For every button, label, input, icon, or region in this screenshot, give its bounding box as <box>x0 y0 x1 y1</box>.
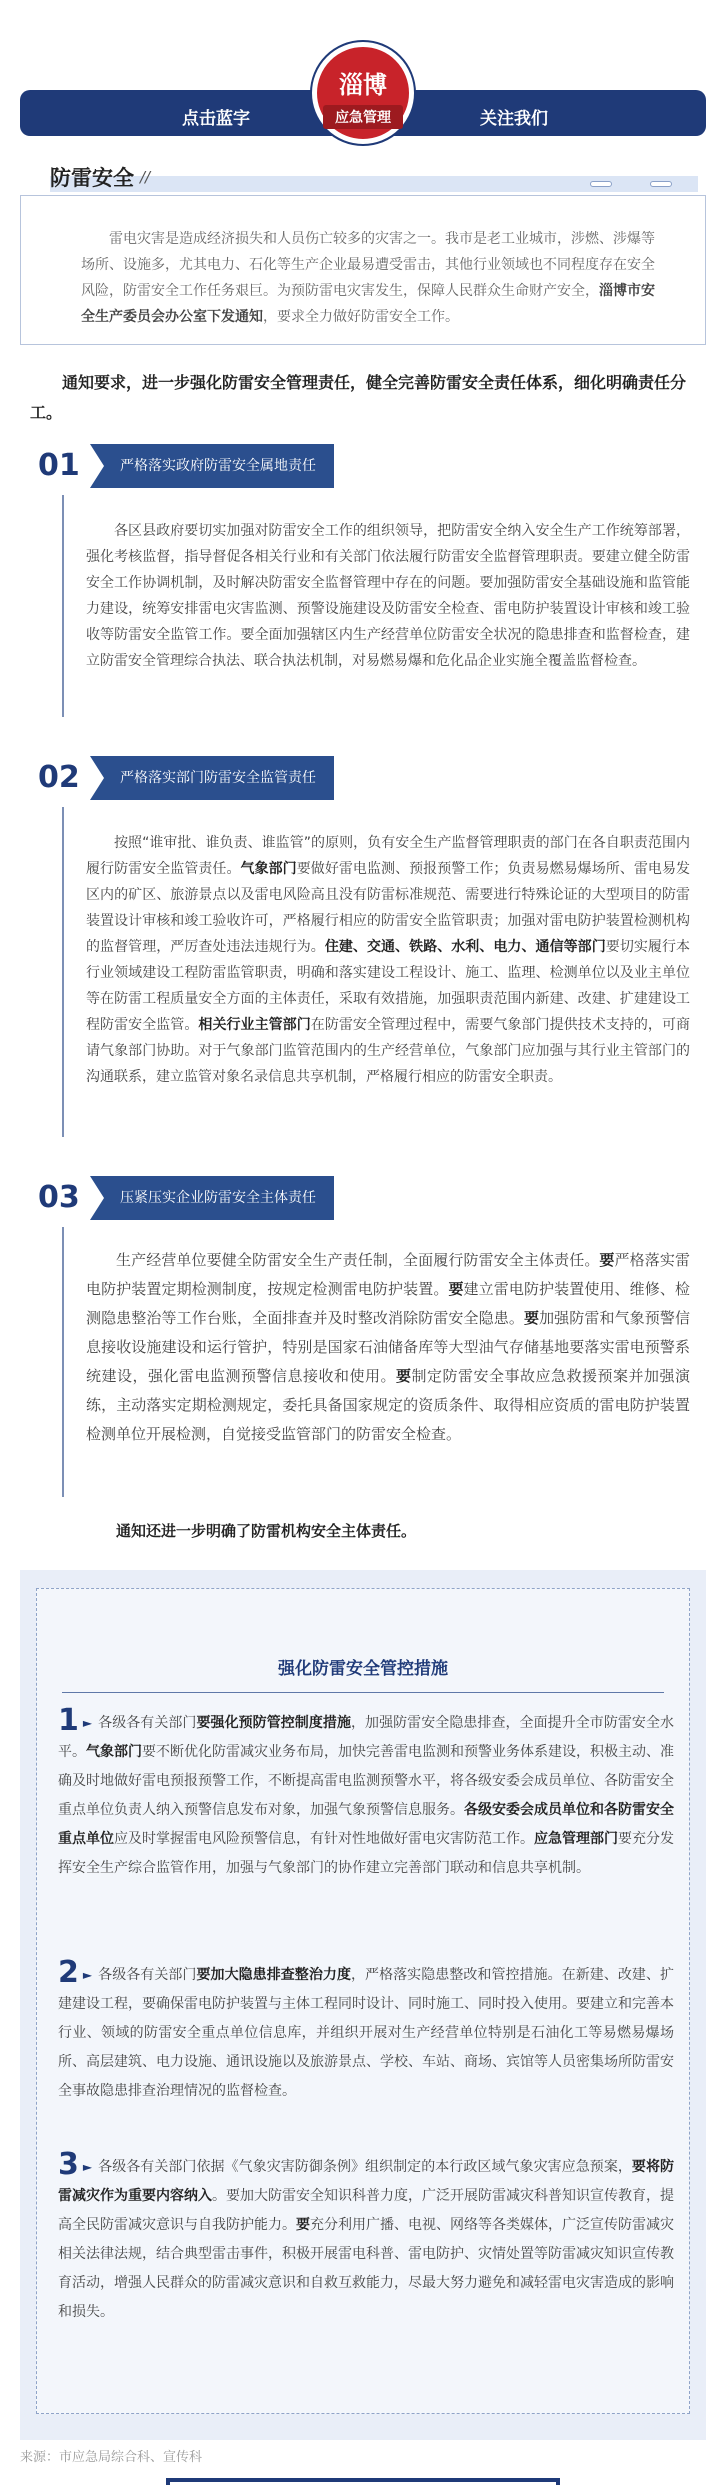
measures-rule <box>62 1692 664 1693</box>
logo <box>312 42 414 144</box>
measure-text: ，严格落实隐患整改和管控措施。在新建、改建、扩建建设工程，要确保雷电防护装置与主体工程同时设计、同时施工、同时投入使用。要建立和完善本行业、领域的防雷安全重点单位信息库，并组织开展对生产经营单位特别是石油化工等易燃易爆场所、高层建筑、电力设施、通讯设施以及旅游景点、学校、车站、商场、宾馆等人员密集场所防雷安全事故隐患排查治理情况的监督检查。 <box>58 1967 675 2099</box>
item-number: 03 <box>38 1180 80 1215</box>
logo-top-text: 淄博 <box>339 70 387 99</box>
item-bold: 相关行业主管部门 <box>198 1017 311 1033</box>
item-note: 通知还进一步明确了防雷机构安全主体责任。 <box>116 1522 417 1540</box>
measure-bold: 要 <box>296 2217 310 2233</box>
item-vertical-line <box>62 1227 64 1497</box>
measure-bold: 应急管理部门 <box>534 1831 618 1847</box>
section-title: 防雷安全 <box>50 166 134 190</box>
measure-number: 1 <box>58 1703 79 1738</box>
item-text: 在防雷安全管理过程中，需要气象部门提供技术支持的，可商请气象部门协助。对于气象部门监管范围内的生产经营单位，气象部门应加强与其行业主管部门的沟通联系，建立监管对象名录信息共享机制，严格履行相应的防雷安全职责。 <box>86 1017 691 1085</box>
measure-bold: 要强化预防管控制度措施 <box>196 1715 351 1731</box>
measure-text: ，加强防雷安全隐患排查，全面提升全市防雷安全水平。 <box>58 1715 675 1760</box>
item-paragraph <box>86 1246 690 1449</box>
measure-bold: 各级安委会成员单位和各防雷安全重点单位 <box>58 1802 674 1847</box>
follow-blue-link[interactable]: 点击蓝字 <box>182 109 250 129</box>
item-vertical-line <box>62 807 64 1137</box>
measure-paragraph <box>58 1703 675 1883</box>
strip-pill-decoration <box>650 181 672 187</box>
measures-title: 强化防雷安全管控措施 <box>278 1659 448 1679</box>
measure-number: 2 <box>58 1955 79 1990</box>
item-tag: 严格落实部门防雷安全监管责任 <box>90 756 334 800</box>
item-paragraph: 各区县政府要切实加强对防雷安全工作的组织领导，把防雷安全纳入安全生产工作统筹部署，强化考核监督，指导督促各相关行业和有关部门依法履行防雷安全监督管理职责。要建立健全防雷安全工作协调机制，及时解决防雷安全监督管理中存在的问题。要加强防雷安全基础设施和监管能力建设，统筹安排雷电灾害监测、预警设施建设及防雷安全检查、雷电防护装置设计审核和竣工验收等防雷安全监管工作。要全面加强辖区内生产经营单位防雷安全状况的隐患排查和监督检查，建立防雷安全管理综合执法、联合执法机制，对易燃易爆和危化品企业实施全覆盖监督检查。 <box>86 523 690 669</box>
item-text: 要切实履行本行业领域建设工程防雷监管职责，明确和落实建设工程设计、施工、监理、检测单位以及业主单位等在防雷工程质量安全方面的主体责任，采取有效措施，加强职责范围内新建、改建、扩建建设工程防雷安全监管。 <box>86 939 691 1033</box>
measure-bold: 气象部门 <box>86 1744 142 1760</box>
item-bold: 要 <box>523 1309 540 1327</box>
strip-pill-decoration <box>590 181 612 187</box>
title-slash-mark: // <box>140 168 151 186</box>
intro-tail: ，要求全力做好防雷安全工作。 <box>263 309 459 325</box>
item-number: 01 <box>38 448 80 483</box>
measure-text: 各级各有关部门 <box>98 1715 197 1731</box>
item-paragraph <box>86 830 690 1090</box>
item-text: 严格落实雷电防护装置定期检测制度，按规定检测雷电防护装置。 <box>86 1251 690 1298</box>
measure-text: 各级各有关部门依据《气象灾害防御条例》组织制定的本行政区域气象灾害应急预案， <box>98 2159 632 2175</box>
item-bold: 要 <box>448 1280 464 1298</box>
arrow-icon: ► <box>82 2160 93 2174</box>
item-number: 02 <box>38 760 80 795</box>
item-tag: 压紧压实企业防雷安全主体责任 <box>90 1176 334 1220</box>
intro-text: 雷电灾害是造成经济损失和人员伤亡较多的灾害之一。我市是老工业城市，涉燃、涉爆等场所、设施多，尤其电力、石化等生产企业最易遭受雷击，其他行业领域也不同程度存在安全风险，防雷安全工作任务艰巨。为预防雷电灾害发生，保障人民群众生命财产安全， <box>81 231 655 299</box>
item-bold: 要 <box>395 1367 412 1385</box>
measure-text: 。要加大防雷安全知识科普力度，广泛开展防雷减灾科普知识宣传教育，提高全民防雷减灾意识与自我防护能力。 <box>58 2188 674 2233</box>
intro-bold: 淄博市安全生产委员会办公室下发通知 <box>81 283 655 325</box>
measure-text: 充分利用广播、电视、网络等各类媒体，广泛宣传防雷减灾相关法律法规，结合典型雷击事件，积极开展雷电科普、雷电防护、灾情处置等防雷减灾知识宣传教育活动，增强人民群众的防雷减灾意识和自救互救能力，尽最大努力避免和减轻雷电灾害造成的影响和损失。 <box>58 2217 674 2320</box>
arrow-icon: ► <box>82 1968 93 1982</box>
item-tag: 严格落实政府防雷安全属地责任 <box>90 444 334 488</box>
arrow-icon: ► <box>82 1716 93 1730</box>
item-vertical-line <box>62 495 64 717</box>
item-text: 生产经营单位要健全防雷安全生产责任制，全面履行防雷安全主体责任。 <box>116 1251 600 1269</box>
measure-bold: 要加大隐患排查整治力度 <box>196 1967 351 1983</box>
logo-bottom-text: 应急管理 <box>323 105 403 129</box>
measure-paragraph <box>58 2147 674 2327</box>
measure-text: 要不断优化防雷减灾业务布局，加快完善雷电监测和预警业务体系建设，积极主动、准确及时地做好雷电预报预警工作，不断提高雷电监测预警水平，将各级安委会成员单位、各防雷安全重点单位负责人纳入预警信息发布对象，加强气象预警信息服务。 <box>58 1744 674 1818</box>
measure-text: 应及时掌握雷电风险预警信息，有针对性地做好雷电灾害防范工作。 <box>114 1831 534 1847</box>
footer-banner-frame <box>166 2478 560 2485</box>
item-text: 建立雷电防护装置使用、维修、检测隐患整治等工作台账，全面排查并及时整改消除防雷安全隐患。 <box>86 1280 690 1327</box>
follow-us-link[interactable]: 关注我们 <box>480 109 548 129</box>
measure-text: 各级各有关部门 <box>98 1967 197 1983</box>
item-bold: 要 <box>599 1251 615 1269</box>
measure-bold: 要将防雷减灾作为重要内容纳入 <box>58 2159 674 2204</box>
intro-box <box>20 195 706 345</box>
item-text: 要做好雷电监测、预报预警工作；负责易燃易爆场所、雷电易发区内的矿区、旅游景点以及雷电风险高且没有防雷标准规范、需要进行特殊论证的大型项目的防雷装置设计审核和竣工验收许可，严格履行相应的防雷安全监管职责；加强对雷电防护装置检测机构的监督管理，严厉查处违法违规行为。 <box>86 861 691 955</box>
item-text: 加强防雷和气象预警信息接收设施建设和运行管护，特别是国家石油储备库等大型油气存储基地要落实雷电预警系统建设，强化雷电监测预警信息接收和使用。 <box>86 1309 690 1385</box>
lead-paragraph: 通知要求，进一步强化防雷安全管理责任，健全完善防雷安全责任体系，细化明确责任分工。 <box>30 373 687 422</box>
measure-number: 3 <box>58 2147 79 2182</box>
item-bold: 住建、交通、铁路、水利、电力、通信等部门 <box>324 939 606 955</box>
item-text: 制定防雷安全事故应急救援预案并加强演练，主动落实定期检测规定，委托具备国家规定的资质条件、取得相应资质的雷电防护装置检测单位开展检测，自觉接受监管部门的防雷安全检查。 <box>86 1367 690 1443</box>
source-note: 来源：市应急局综合科、宣传科 <box>20 2450 203 2465</box>
item-text: 按照“谁审批、谁负责、谁监管”的原则，负有安全生产监督管理职责的部门在各自职责范围内履行防雷安全监管责任。 <box>86 835 690 877</box>
measure-text: 要充分发挥安全生产综合监管作用，加强与气象部门的协作建立完善部门联动和信息共享机制。 <box>58 1831 674 1876</box>
item-bold: 气象部门 <box>240 861 297 877</box>
measure-paragraph <box>58 1955 675 2106</box>
